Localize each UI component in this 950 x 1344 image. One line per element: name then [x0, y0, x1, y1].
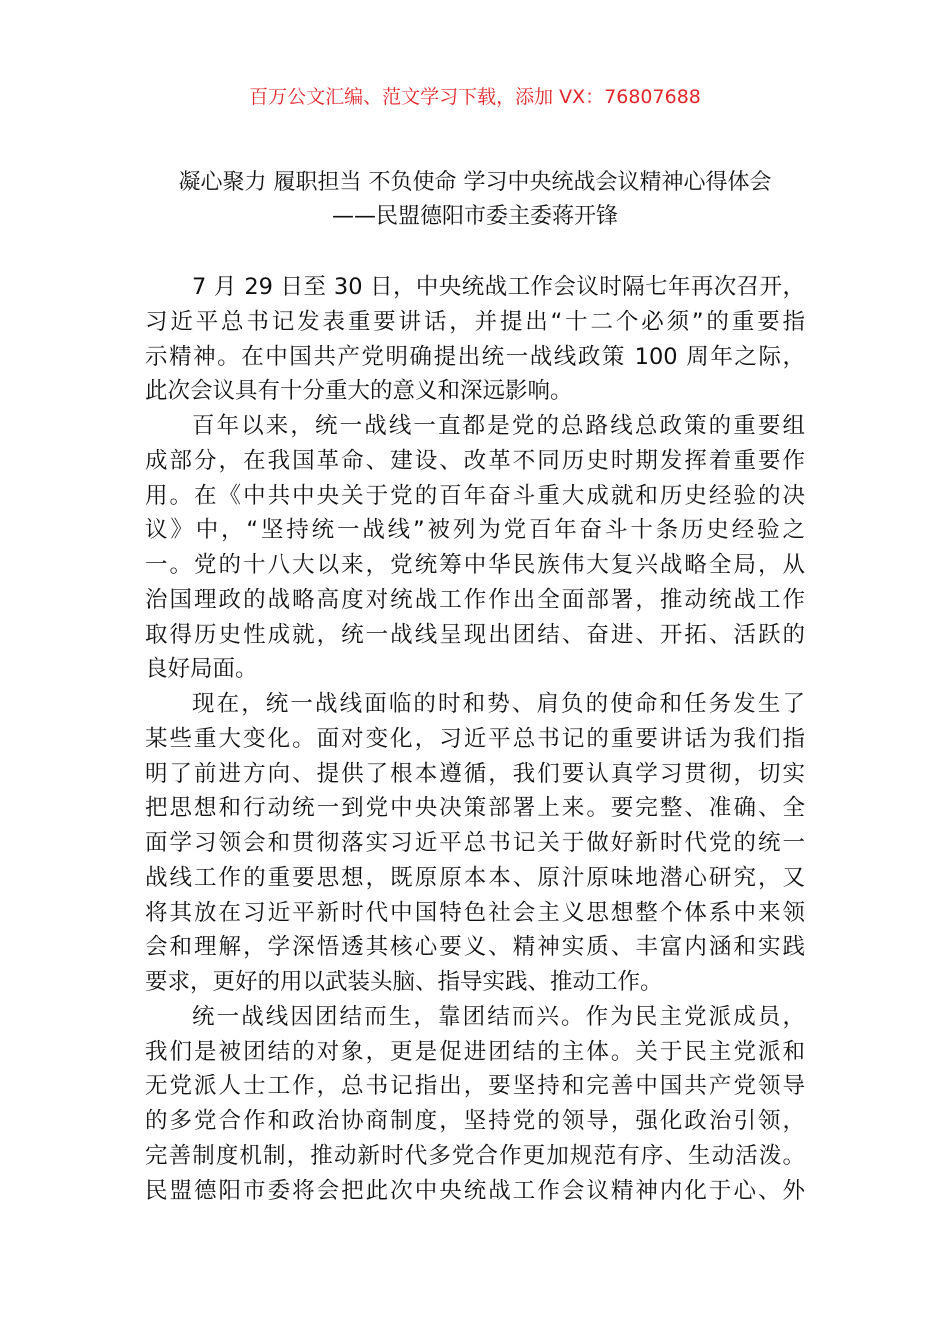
paragraph-line: 良好局面。: [145, 656, 258, 683]
paragraph-line: 无党派人士工作，总书记指出，要坚持和完善中国共产党领导: [145, 1073, 805, 1100]
paragraph: [145, 687, 805, 1000]
paragraph-line: 7 月 29 日至 30 日，中央统战工作会议时隔七年再次召开，: [192, 274, 805, 300]
paragraph: [145, 1000, 805, 1209]
paragraph-line: 百年以来，统一战线一直都是党的总路线总政策的重要组: [192, 413, 805, 439]
document-title: 凝心聚力 履职担当 不负使命 学习中央统战会议精神心得体会: [178, 170, 772, 195]
paragraph-line: 治国理政的战略高度对统战工作作出全面部署，推动统战工作: [145, 586, 805, 613]
paragraph-line: 明了前进方向、提供了根本遵循，我们要认真学习贯彻，切实: [145, 760, 805, 787]
paragraph-line: 会和理解，学深悟透其核心要义、精神实质、丰富内涵和实践: [145, 934, 805, 961]
paragraph-line: 战线工作的重要思想，既原原本本、原汁原味地潜心研究，又: [145, 864, 805, 891]
paragraph-line: 某些重大变化。面对变化，习近平总书记的重要讲话为我们指: [145, 725, 805, 752]
paragraph-line: 我们是被团结的对象，更是促进团结的主体。关于民主党派和: [145, 1038, 805, 1065]
paragraph: [145, 409, 805, 687]
paragraph-line: 要求，更好的用以武装头脑、指导实践、推动工作。: [145, 969, 663, 995]
paragraph-line: 成部分，在我国革命、建设、改革不同历史时期发挥着重要作: [145, 447, 805, 474]
paragraph-line: 此次会议具有十分重大的意义和深远影响。: [145, 378, 573, 405]
paragraph-line: 的多党合作和政治协商制度，坚持党的领导，强化政治引领，: [145, 1108, 805, 1134]
document-subtitle: ——民盟德阳市委主委蒋开锋: [331, 204, 618, 229]
paragraph-line: 示精神。在中国共产党明确提出统一战线政策 100 周年之际，: [145, 343, 805, 370]
paragraph-line: 一。党的十八大以来，党统筹中华民族伟大复兴战略全局，从: [145, 552, 805, 578]
paragraph-line: 将其放在习近平新时代中国特色社会主义思想整个体系中来领: [145, 899, 805, 926]
paragraph-line: 用。在《中共中央关于党的百年奋斗重大成就和历史经验的决: [145, 482, 805, 509]
paragraph-line: 民盟德阳市委将会把此次中央统战工作会议精神内化于心、外: [145, 1177, 805, 1204]
paragraph-line: 习近平总书记发表重要讲话，并提出“十二个必须”的重要指: [145, 308, 805, 335]
paragraph-line: 取得历史性成就，统一战线呈现出团结、奋进、开拓、活跃的: [145, 621, 805, 648]
paragraph-line: 完善制度机制，推动新时代多党合作更加规范有序、生动活泼。: [145, 1142, 805, 1169]
paragraph-line: 现在，统一战线面临的时和势、肩负的使命和任务发生了: [192, 691, 805, 717]
paragraph-line: 面学习领会和贯彻落实习近平总书记关于做好新时代党的统一: [145, 830, 805, 856]
paragraph: [145, 270, 805, 409]
watermark-banner: 百万公文汇编、范文学习下载，添加 VX：76807688: [249, 86, 701, 108]
document-body: [145, 270, 805, 1208]
paragraph-line: 议》中，“坚持统一战线”被列为党百年奋斗十条历史经验之: [145, 517, 805, 544]
paragraph-line: 统一战线因团结而生，靠团结而兴。作为民主党派成员，: [192, 1003, 805, 1030]
paragraph-line: 把思想和行动统一到党中央决策部署上来。要完整、准确、全: [145, 795, 805, 822]
